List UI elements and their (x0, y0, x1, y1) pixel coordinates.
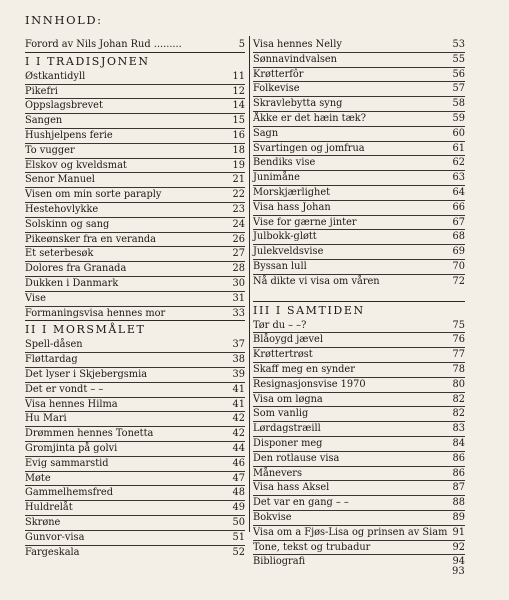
entry-page: 66 (452, 201, 465, 213)
entry-page: 94 (452, 556, 465, 568)
entry-page: 57 (452, 83, 465, 95)
toc-entry (253, 96, 465, 111)
toc-entry (253, 170, 465, 185)
entry-page: 83 (452, 423, 465, 435)
entry-title: To vugger (25, 144, 75, 156)
entry-page: 86 (452, 452, 465, 464)
toc-entry (25, 545, 245, 560)
toc-entry (253, 274, 465, 289)
toc-entry (25, 530, 245, 545)
entry-title: Månevers (253, 467, 303, 479)
entry-page: 48 (232, 487, 245, 499)
entry-page: 77 (452, 349, 465, 361)
entry-page: 63 (452, 172, 465, 184)
toc-entry (253, 67, 465, 82)
entry-title: Et seterbesøk (25, 248, 94, 260)
toc-entry (253, 554, 465, 569)
entry-page: 27 (232, 248, 245, 260)
entry-page: 38 (232, 354, 245, 366)
entry-page: 44 (232, 442, 245, 454)
entry-page: 87 (452, 482, 465, 494)
toc-entry (25, 158, 245, 173)
entry-title: Visa hennes Nelly (253, 39, 342, 50)
entry-title: Folkevise (253, 83, 300, 95)
entry-title: Morskjærlighet (253, 186, 331, 198)
toc-entry (253, 451, 465, 466)
toc-entry (253, 215, 465, 230)
entry-page: 69 (452, 246, 465, 258)
entry-title: Visen om min sorte paraply (25, 189, 162, 201)
column-divider (249, 36, 250, 532)
entry-title: Visa hennes Hilma (25, 398, 118, 410)
toc-entry (25, 411, 245, 426)
entry-title: Junimåne (253, 172, 300, 184)
toc-entry (25, 202, 245, 217)
toc-entry (25, 485, 245, 500)
entry-title: Pikeønsker fra en veranda (25, 233, 156, 245)
toc-entry (25, 172, 245, 187)
entry-title: Gromjinta på golvi (25, 442, 118, 454)
entry-page: 41 (232, 398, 245, 410)
entry-title: Det lyser i Skjebergsmia (25, 368, 148, 380)
entry-title: Pikefri (25, 85, 58, 97)
toc-entry (253, 466, 465, 481)
entry-title: Byssan lull (253, 260, 307, 272)
entry-title: Gunvor-visa (25, 531, 85, 543)
entry-title: Fløttardag (25, 354, 78, 366)
entry-page: 92 (452, 541, 465, 553)
entry-title: Krøtterfôr (253, 68, 304, 80)
toc-entry (253, 377, 465, 392)
entry-page: 75 (452, 319, 465, 331)
toc-entry (25, 187, 245, 202)
toc-entry (25, 291, 245, 306)
toc-entry (25, 143, 245, 158)
entry-title: Tone, tekst og trubadur (253, 541, 371, 553)
entry-title: Bokvise (253, 511, 292, 523)
entry-title: Dukken i Danmark (25, 277, 119, 289)
entry-title: Den rotlause visa (253, 452, 340, 464)
entry-page: 82 (452, 393, 465, 405)
entry-title: Visa hass Johan (253, 201, 331, 213)
entry-title: Bendiks vise (253, 157, 316, 169)
entry-page: 68 (452, 231, 465, 243)
entry-page: 42 (232, 428, 245, 440)
entry-page: 58 (452, 98, 465, 110)
entry-title: Gammelhemsfred (25, 487, 113, 499)
entry-title: Sagn (253, 127, 279, 139)
entry-page: 86 (452, 467, 465, 479)
entry-title: Som vanlig (253, 408, 309, 420)
entry-title: Blåoygd jævel (253, 334, 323, 346)
entry-page: 64 (452, 186, 465, 198)
entry-page: 76 (452, 334, 465, 346)
entry-title: Sønnavindvalsen (253, 53, 337, 65)
entry-title: Evig sammarstid (25, 457, 109, 469)
toc-entry (253, 200, 465, 215)
toc-entry (25, 128, 245, 143)
entry-title: Formaningsvisa hennes mor (25, 307, 166, 319)
toc-entry (25, 515, 245, 530)
entry-page: 56 (452, 68, 465, 80)
entry-page: 59 (452, 112, 465, 124)
toc-entry (25, 70, 245, 84)
toc-entry (253, 362, 465, 377)
entry-page: 82 (452, 408, 465, 420)
entry-page: 80 (452, 378, 465, 390)
toc-entry (253, 540, 465, 555)
entry-page: 51 (232, 531, 245, 543)
toc-entry (25, 38, 245, 52)
entry-page: 22 (232, 189, 245, 201)
toc-entry (25, 456, 245, 471)
entry-page: 24 (232, 218, 245, 230)
entry-page: 31 (232, 292, 245, 304)
entry-title: Huldrelåt (25, 502, 73, 514)
toc-entry (253, 525, 465, 540)
entry-page: 47 (232, 472, 245, 484)
toc-entry (25, 441, 245, 456)
toc-entry (253, 259, 465, 274)
entry-title: Svartingen og jomfrua (253, 142, 365, 154)
toc-entry (25, 84, 245, 99)
toc-entry (253, 185, 465, 200)
entry-page: 41 (232, 383, 245, 395)
entry-page: 23 (232, 203, 245, 215)
section-title: II I MORSMÅLET (25, 320, 245, 338)
toc-right-column (253, 38, 465, 569)
toc-entry (25, 471, 245, 486)
toc-entry (25, 276, 245, 291)
entry-title: Drømmen hennes Tonetta (25, 428, 154, 440)
toc-entry (25, 500, 245, 515)
entry-title: Hestehovlykke (25, 203, 99, 215)
toc-entry (25, 113, 245, 128)
entry-title: Det var en gang – – (253, 497, 349, 509)
section-title: I I TRADISJONEN (25, 52, 245, 70)
entry-title: Fargeskala (25, 546, 80, 558)
entry-page: 88 (452, 497, 465, 509)
entry-title: Skaff meg en synder (253, 363, 355, 375)
section-title: III I SAMTIDEN (253, 301, 465, 319)
entry-title: Bibliografi (253, 556, 306, 568)
entry-page: 21 (232, 174, 245, 186)
toc-entry (253, 406, 465, 421)
entry-title: Nå dikte vi visa om våren (253, 275, 380, 287)
toc-entry (25, 367, 245, 382)
section-spacer (253, 289, 465, 301)
toc-entry (253, 510, 465, 525)
entry-page: 61 (452, 142, 465, 154)
entry-page: 78 (452, 363, 465, 375)
entry-title: Visa hass Aksel (253, 482, 330, 494)
entry-page: 62 (452, 157, 465, 169)
toc-entry (25, 397, 245, 412)
entry-title: Møte (25, 472, 51, 484)
entry-title: Krøttertrøst (253, 349, 313, 361)
entry-page: 84 (452, 437, 465, 449)
toc-left-column (25, 38, 245, 559)
toc-entry (253, 111, 465, 126)
entry-page: 33 (232, 307, 245, 319)
entry-title: Sangen (25, 115, 63, 127)
entry-page: 12 (232, 85, 245, 97)
entry-page: 50 (232, 516, 245, 528)
entry-title: Dolores fra Granada (25, 263, 127, 275)
entry-page: 89 (452, 511, 465, 523)
entry-page: 14 (232, 100, 245, 112)
toc-entry (253, 332, 465, 347)
entry-page: 16 (232, 129, 245, 141)
toc-entry (25, 426, 245, 441)
entry-page: 55 (452, 53, 465, 65)
entry-page: 15 (232, 115, 245, 127)
entry-page: 42 (232, 413, 245, 425)
entry-page: 46 (232, 457, 245, 469)
entry-title: Julekveldsvise (253, 246, 324, 258)
entry-title: Senor Manuel (25, 174, 95, 186)
entry-title: Tør du – –? (253, 319, 307, 331)
contents-heading: INNHOLD: (25, 13, 103, 27)
entry-page: 26 (232, 233, 245, 245)
entry-title: Oppslagsbrevet (25, 100, 103, 112)
toc-entry (253, 244, 465, 259)
toc-entry (253, 421, 465, 436)
toc-entry (253, 436, 465, 451)
toc-entry (253, 495, 465, 510)
entry-page: 67 (452, 216, 465, 228)
entry-title: Spell-dåsen (25, 339, 83, 351)
toc-entry (253, 126, 465, 141)
toc-entry (253, 155, 465, 170)
toc-entry (25, 98, 245, 113)
entry-page: 11 (232, 70, 245, 82)
toc-entry (25, 352, 245, 367)
toc-entry (253, 141, 465, 156)
toc-entry (25, 261, 245, 276)
toc-entry (253, 229, 465, 244)
entry-page: 70 (452, 260, 465, 272)
toc-entry (253, 319, 465, 333)
entry-page: 72 (452, 275, 465, 287)
entry-title: Vise for gærne jinter (253, 216, 357, 228)
entry-title: Lørdagstræill (253, 423, 321, 435)
entry-title: Resignasjonsvise 1970 (253, 378, 366, 390)
entry-title: Disponer meg (253, 437, 323, 449)
entry-page: 5 (238, 39, 245, 50)
entry-page: 53 (452, 39, 465, 50)
entry-title: Visa om a Fjøs-Lisa og prinsen av Siam (253, 526, 448, 538)
entry-title: Skravlebytta syng (253, 98, 343, 110)
entry-title: Solskinn og sang (25, 218, 110, 230)
toc-entry (253, 392, 465, 407)
toc-entry (253, 347, 465, 362)
entry-page: 37 (232, 339, 245, 351)
entry-page: 28 (232, 263, 245, 275)
entry-page: 49 (232, 502, 245, 514)
entry-page: 60 (452, 127, 465, 139)
entry-page: 39 (232, 368, 245, 380)
toc-entry (253, 480, 465, 495)
entry-page: 19 (232, 159, 245, 171)
toc-entry (253, 52, 465, 67)
entry-title: Østkantidyll (25, 70, 86, 82)
toc-entry (253, 38, 465, 52)
entry-title: Julbokk-gløtt (253, 231, 317, 243)
entry-title: Det er vondt – – (25, 383, 104, 395)
entry-title: Hu Mari (25, 413, 67, 425)
entry-page: 30 (232, 277, 245, 289)
toc-entry (25, 246, 245, 261)
toc-entry (25, 338, 245, 352)
entry-title: Visa om løgna (253, 393, 323, 405)
entry-title: Skrøne (25, 516, 61, 528)
entry-title: Åkke er det hæin tæk? (253, 112, 366, 124)
page-number: 93 (452, 566, 465, 577)
entry-page: 91 (452, 526, 465, 538)
entry-title: Forord av Nils Johan Rud ......... (25, 39, 182, 50)
entry-title: Vise (25, 292, 46, 304)
entry-page: 18 (232, 144, 245, 156)
entry-title: Elskov og kveldsmat (25, 159, 127, 171)
toc-entry (25, 306, 245, 321)
toc-entry (253, 81, 465, 96)
toc-entry (25, 217, 245, 232)
toc-entry (25, 232, 245, 247)
entry-title: Hushjelpens ferie (25, 129, 113, 141)
toc-entry (25, 382, 245, 397)
entry-page: 52 (232, 546, 245, 558)
